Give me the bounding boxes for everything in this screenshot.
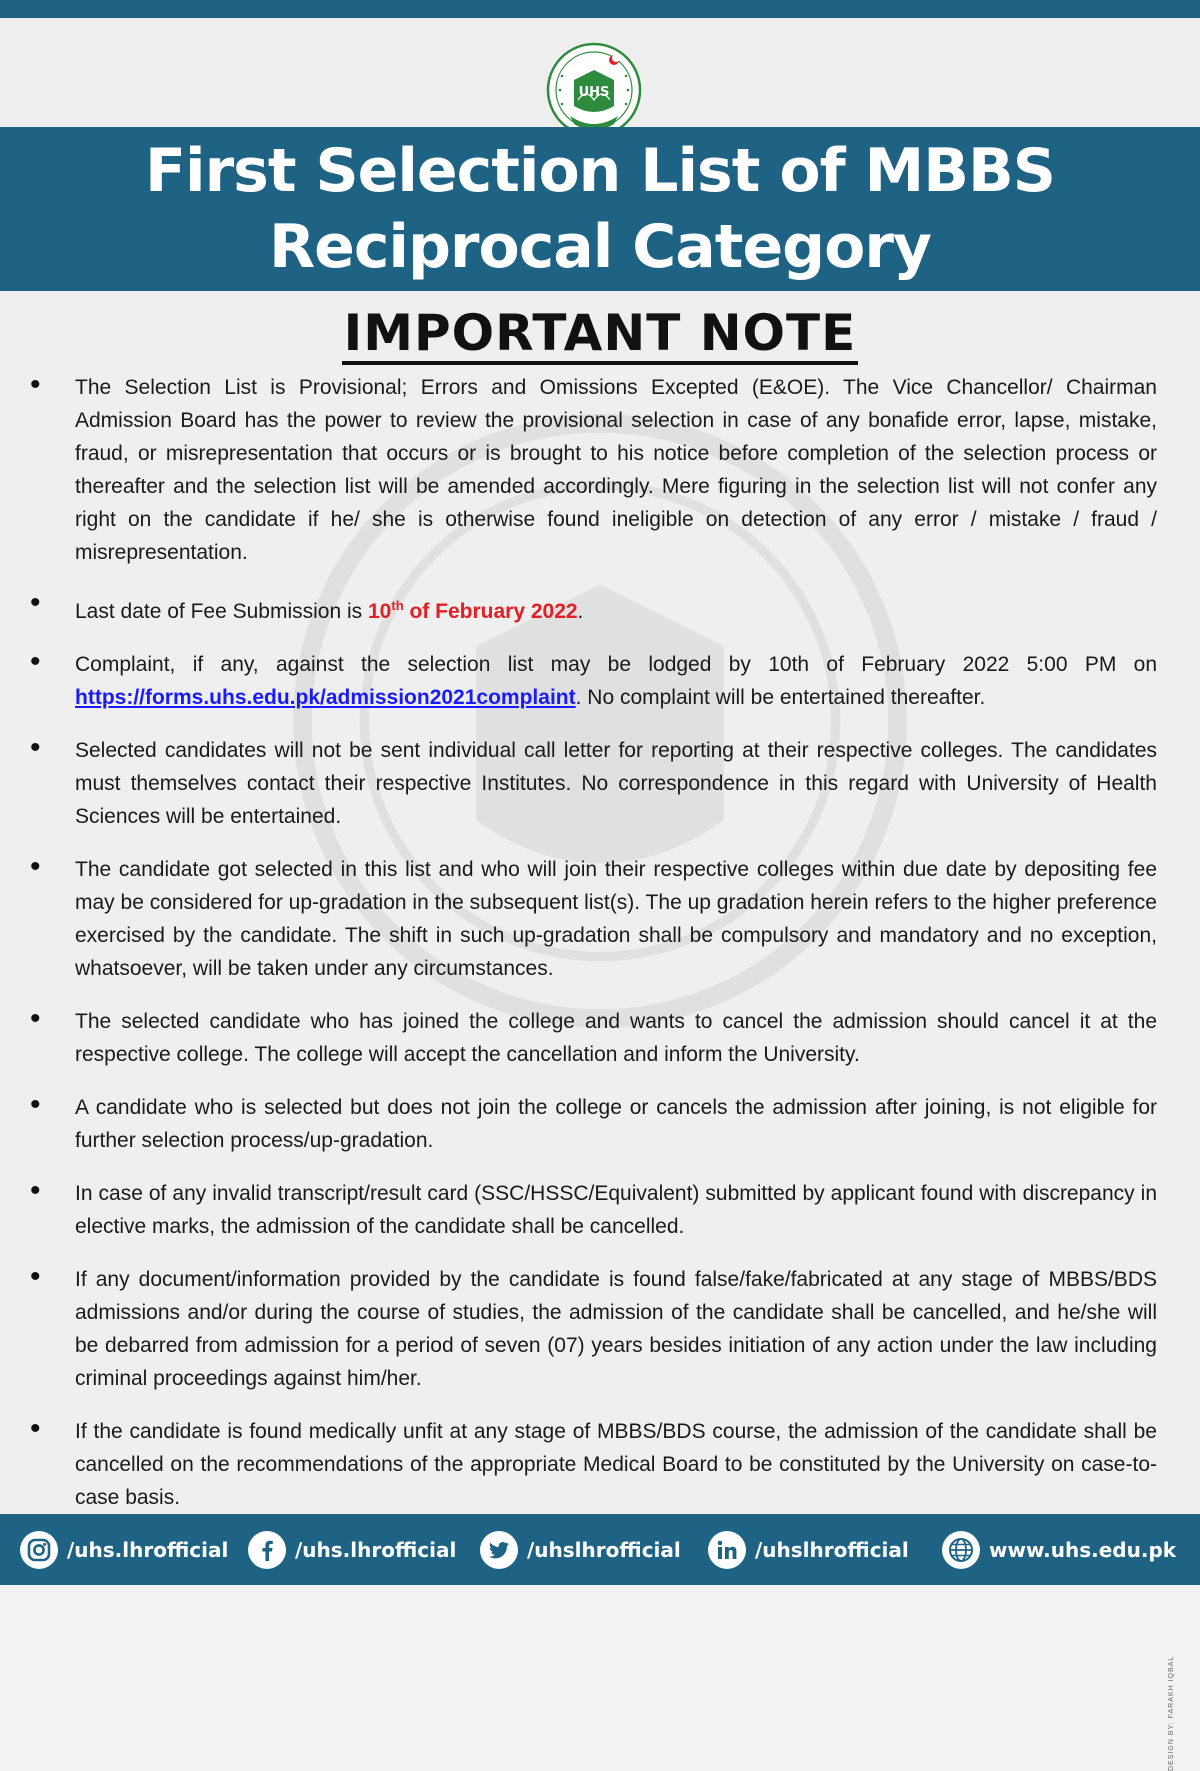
designer-credit: DESIGN BY: FARAKH IQBAL bbox=[1168, 1655, 1175, 1771]
facebook-icon bbox=[248, 1531, 286, 1569]
note-item bbox=[0, 1174, 1200, 1243]
note-item bbox=[0, 850, 1200, 985]
note-text: A candidate who is selected but does not join the college or cancels the admission after joining, is not eligible for further selection process/up-gradation. bbox=[75, 1096, 1157, 1152]
bullet-icon: • bbox=[30, 850, 41, 883]
notes-list bbox=[0, 368, 1200, 1534]
bullet-icon: • bbox=[30, 1260, 41, 1293]
facebook-link[interactable] bbox=[248, 1531, 456, 1569]
instagram-link[interactable] bbox=[20, 1531, 228, 1569]
website-url: www.uhs.edu.pk bbox=[989, 1538, 1177, 1562]
bullet-icon: • bbox=[30, 731, 41, 764]
note-text: In case of any invalid transcript/result card (SSC/HSSC/Equivalent) submitted by applicant found with discrepancy in elective marks, the admission of the candidate shall be cancelled. bbox=[75, 1182, 1157, 1238]
bullet-icon: • bbox=[30, 1412, 41, 1445]
note-item bbox=[0, 645, 1200, 714]
note-item bbox=[0, 1088, 1200, 1157]
logo-area bbox=[0, 18, 1200, 127]
bullet-icon: • bbox=[30, 1174, 41, 1207]
note-item bbox=[0, 1002, 1200, 1071]
note-text: If any document/information provided by the candidate is found false/fake/fabricated at any stage of MBBS/BDS admissions and/or during the course of studies, the admission of the candidate shall be cancelled, and he/she will be debarred from admission for a period of seven (07) years besides initiation of any action under the law including criminal proceedings against him/her. bbox=[75, 1268, 1157, 1390]
note-text: If the candidate is found medically unfit at any stage of MBBS/BDS course, the admission of the candidate shall be cancelled on the recommendations of the appropriate Medical Board to be constituted by the University on case-to-case basis. bbox=[75, 1420, 1157, 1509]
fee-deadline bbox=[368, 600, 578, 623]
note-text: The candidate got selected in this list and who will join their respective colleges within due date by depositing fee may be considered for up-gradation in the subsequent list(s). The up gradation herein refers to the higher preference exercised by the candidate. The shift in such up-gradation shall be compulsory and mandatory and no exception, whatsoever, will be taken under any circumstances. bbox=[75, 858, 1157, 980]
fee-deadline-suffix: th bbox=[391, 598, 404, 613]
important-note-title: IMPORTANT NOTE bbox=[342, 305, 859, 365]
fee-deadline-rest: of February 2022 bbox=[403, 600, 578, 623]
note-item bbox=[0, 1412, 1200, 1514]
linkedin-link[interactable] bbox=[708, 1531, 909, 1569]
instagram-icon bbox=[20, 1531, 58, 1569]
linkedin-handle: /uhslhrofficial bbox=[755, 1538, 909, 1562]
twitter-link[interactable] bbox=[480, 1531, 681, 1569]
bullet-icon: • bbox=[30, 1002, 41, 1035]
title-line-2: Reciprocal Category bbox=[268, 212, 932, 282]
fee-deadline-day: 10 bbox=[368, 600, 392, 623]
note-text: The Selection List is Provisional; Errors and Omissions Excepted (E&OE). The Vice Chancellor/ Chairman Admission Board has the power to review the provisional selection in case of any bonafide error, lapse, mistake, fraud, or misrepresentation that occurs or is brought to his notice before completion of the selection process or thereafter and the selection list will be amended accordingly. Mere figuring in the selection list will not confer any right on the candidate if he/ she is otherwise found ineligible on detection of any error / mistake / fraud / misrepresentation. bbox=[75, 376, 1157, 564]
bullet-icon: • bbox=[30, 368, 41, 401]
note-text: The selected candidate who has joined the college and wants to cancel the admission should cancel it at the respective college. The college will accept the cancellation and inform the University. bbox=[75, 1010, 1157, 1066]
note-item bbox=[0, 586, 1200, 628]
facebook-handle: /uhs.lhrofficial bbox=[295, 1538, 457, 1562]
bullet-icon: • bbox=[30, 586, 41, 619]
social-footer bbox=[0, 1514, 1200, 1585]
top-stripe bbox=[0, 0, 1200, 18]
note-item bbox=[0, 731, 1200, 833]
linkedin-icon bbox=[708, 1531, 746, 1569]
note-text-suffix: . bbox=[577, 600, 584, 623]
title-band bbox=[0, 127, 1200, 291]
svg-text:UHS: UHS bbox=[578, 85, 610, 100]
website-link[interactable] bbox=[942, 1531, 1176, 1569]
note-item bbox=[0, 1260, 1200, 1395]
title-line-1: First Selection List of MBBS bbox=[145, 136, 1055, 206]
twitter-icon bbox=[480, 1531, 518, 1569]
bullet-icon: • bbox=[30, 1088, 41, 1121]
note-text-prefix: Complaint, if any, against the selection list may be lodged by 10th of February 2022 5:00 PM on bbox=[75, 653, 1157, 676]
note-text: Selected candidates will not be sent individual call letter for reporting at their respective colleges. The candidates must themselves contact their respective Institutes. No correspondence in this regard with University of Health Sciences will be entertained. bbox=[75, 739, 1157, 828]
note-text-prefix: Last date of Fee Submission is bbox=[75, 600, 368, 623]
note-item bbox=[0, 368, 1200, 569]
important-note-heading bbox=[0, 305, 1200, 365]
twitter-handle: /uhslhrofficial bbox=[527, 1538, 681, 1562]
note-text-suffix: . No complaint will be entertained thereafter. bbox=[575, 686, 986, 709]
complaint-link[interactable]: https://forms.uhs.edu.pk/admission2021complaint bbox=[75, 686, 576, 709]
instagram-handle: /uhs.lhrofficial bbox=[67, 1538, 229, 1562]
globe-icon bbox=[942, 1531, 980, 1569]
bullet-icon: • bbox=[30, 645, 41, 678]
